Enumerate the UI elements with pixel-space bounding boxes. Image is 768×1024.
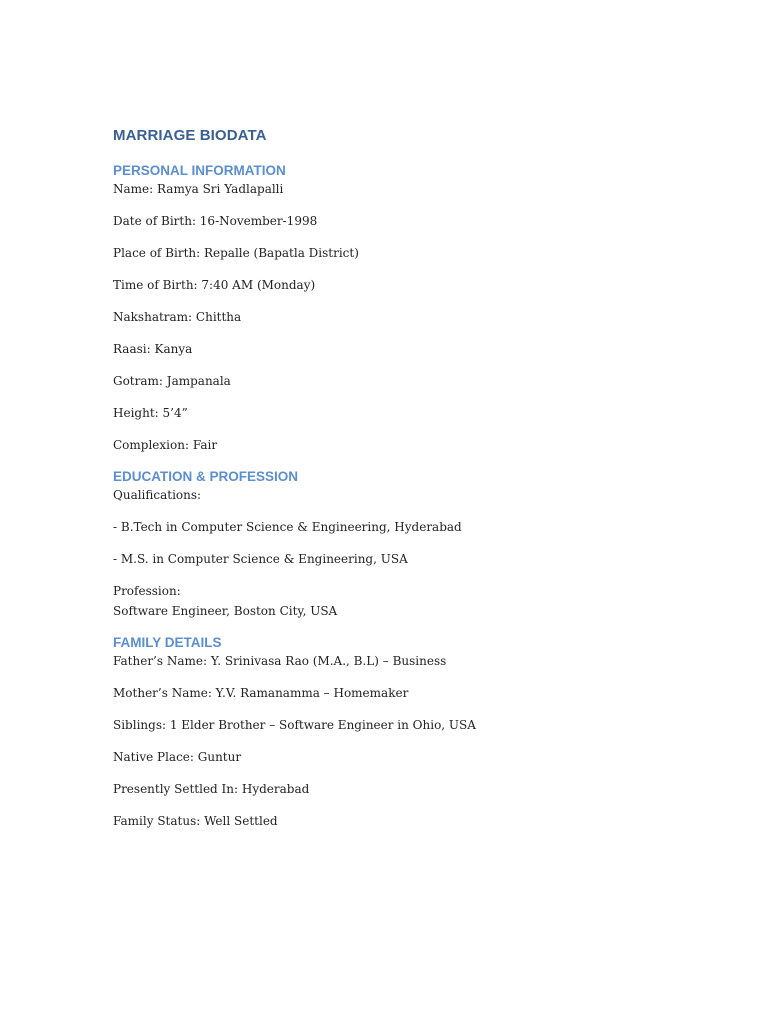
section-heading-education: EDUCATION & PROFESSION bbox=[113, 469, 299, 484]
family-status: Family Status: Well Settled bbox=[113, 814, 278, 828]
personal-gotram: Gotram: Jampanala bbox=[113, 374, 231, 388]
family-father: Father’s Name: Y. Srinivasa Rao (M.A., B.L) – Business bbox=[113, 654, 447, 668]
section-heading-personal: PERSONAL INFORMATION bbox=[113, 163, 286, 178]
document-title: MARRIAGE BIODATA bbox=[113, 127, 267, 144]
personal-name: Name: Ramya Sri Yadlapalli bbox=[113, 182, 284, 196]
personal-nakshatram: Nakshatram: Chittha bbox=[113, 310, 242, 324]
profession-label: Profession: bbox=[113, 584, 181, 598]
qualification-item: - M.S. in Computer Science & Engineering, USA bbox=[113, 552, 408, 566]
qualifications-label: Qualifications: bbox=[113, 488, 202, 502]
personal-dob: Date of Birth: 16-November-1998 bbox=[113, 214, 318, 228]
section-heading-family: FAMILY DETAILS bbox=[113, 635, 222, 650]
family-native-place: Native Place: Guntur bbox=[113, 750, 242, 764]
personal-height: Height: 5’4” bbox=[113, 406, 188, 420]
qualification-item: - B.Tech in Computer Science & Engineering, Hyderabad bbox=[113, 520, 462, 534]
personal-complexion: Complexion: Fair bbox=[113, 438, 218, 452]
document-body bbox=[113, 126, 713, 829]
family-siblings: Siblings: 1 Elder Brother – Software Engineer in Ohio, USA bbox=[113, 718, 476, 732]
family-settled-in: Presently Settled In: Hyderabad bbox=[113, 782, 310, 796]
profession-value: Software Engineer, Boston City, USA bbox=[113, 604, 338, 618]
personal-time-of-birth: Time of Birth: 7:40 AM (Monday) bbox=[113, 278, 316, 292]
family-mother: Mother’s Name: Y.V. Ramanamma – Homemaker bbox=[113, 686, 409, 700]
personal-raasi: Raasi: Kanya bbox=[113, 342, 193, 356]
personal-place-of-birth: Place of Birth: Repalle (Bapatla District) bbox=[113, 246, 359, 260]
